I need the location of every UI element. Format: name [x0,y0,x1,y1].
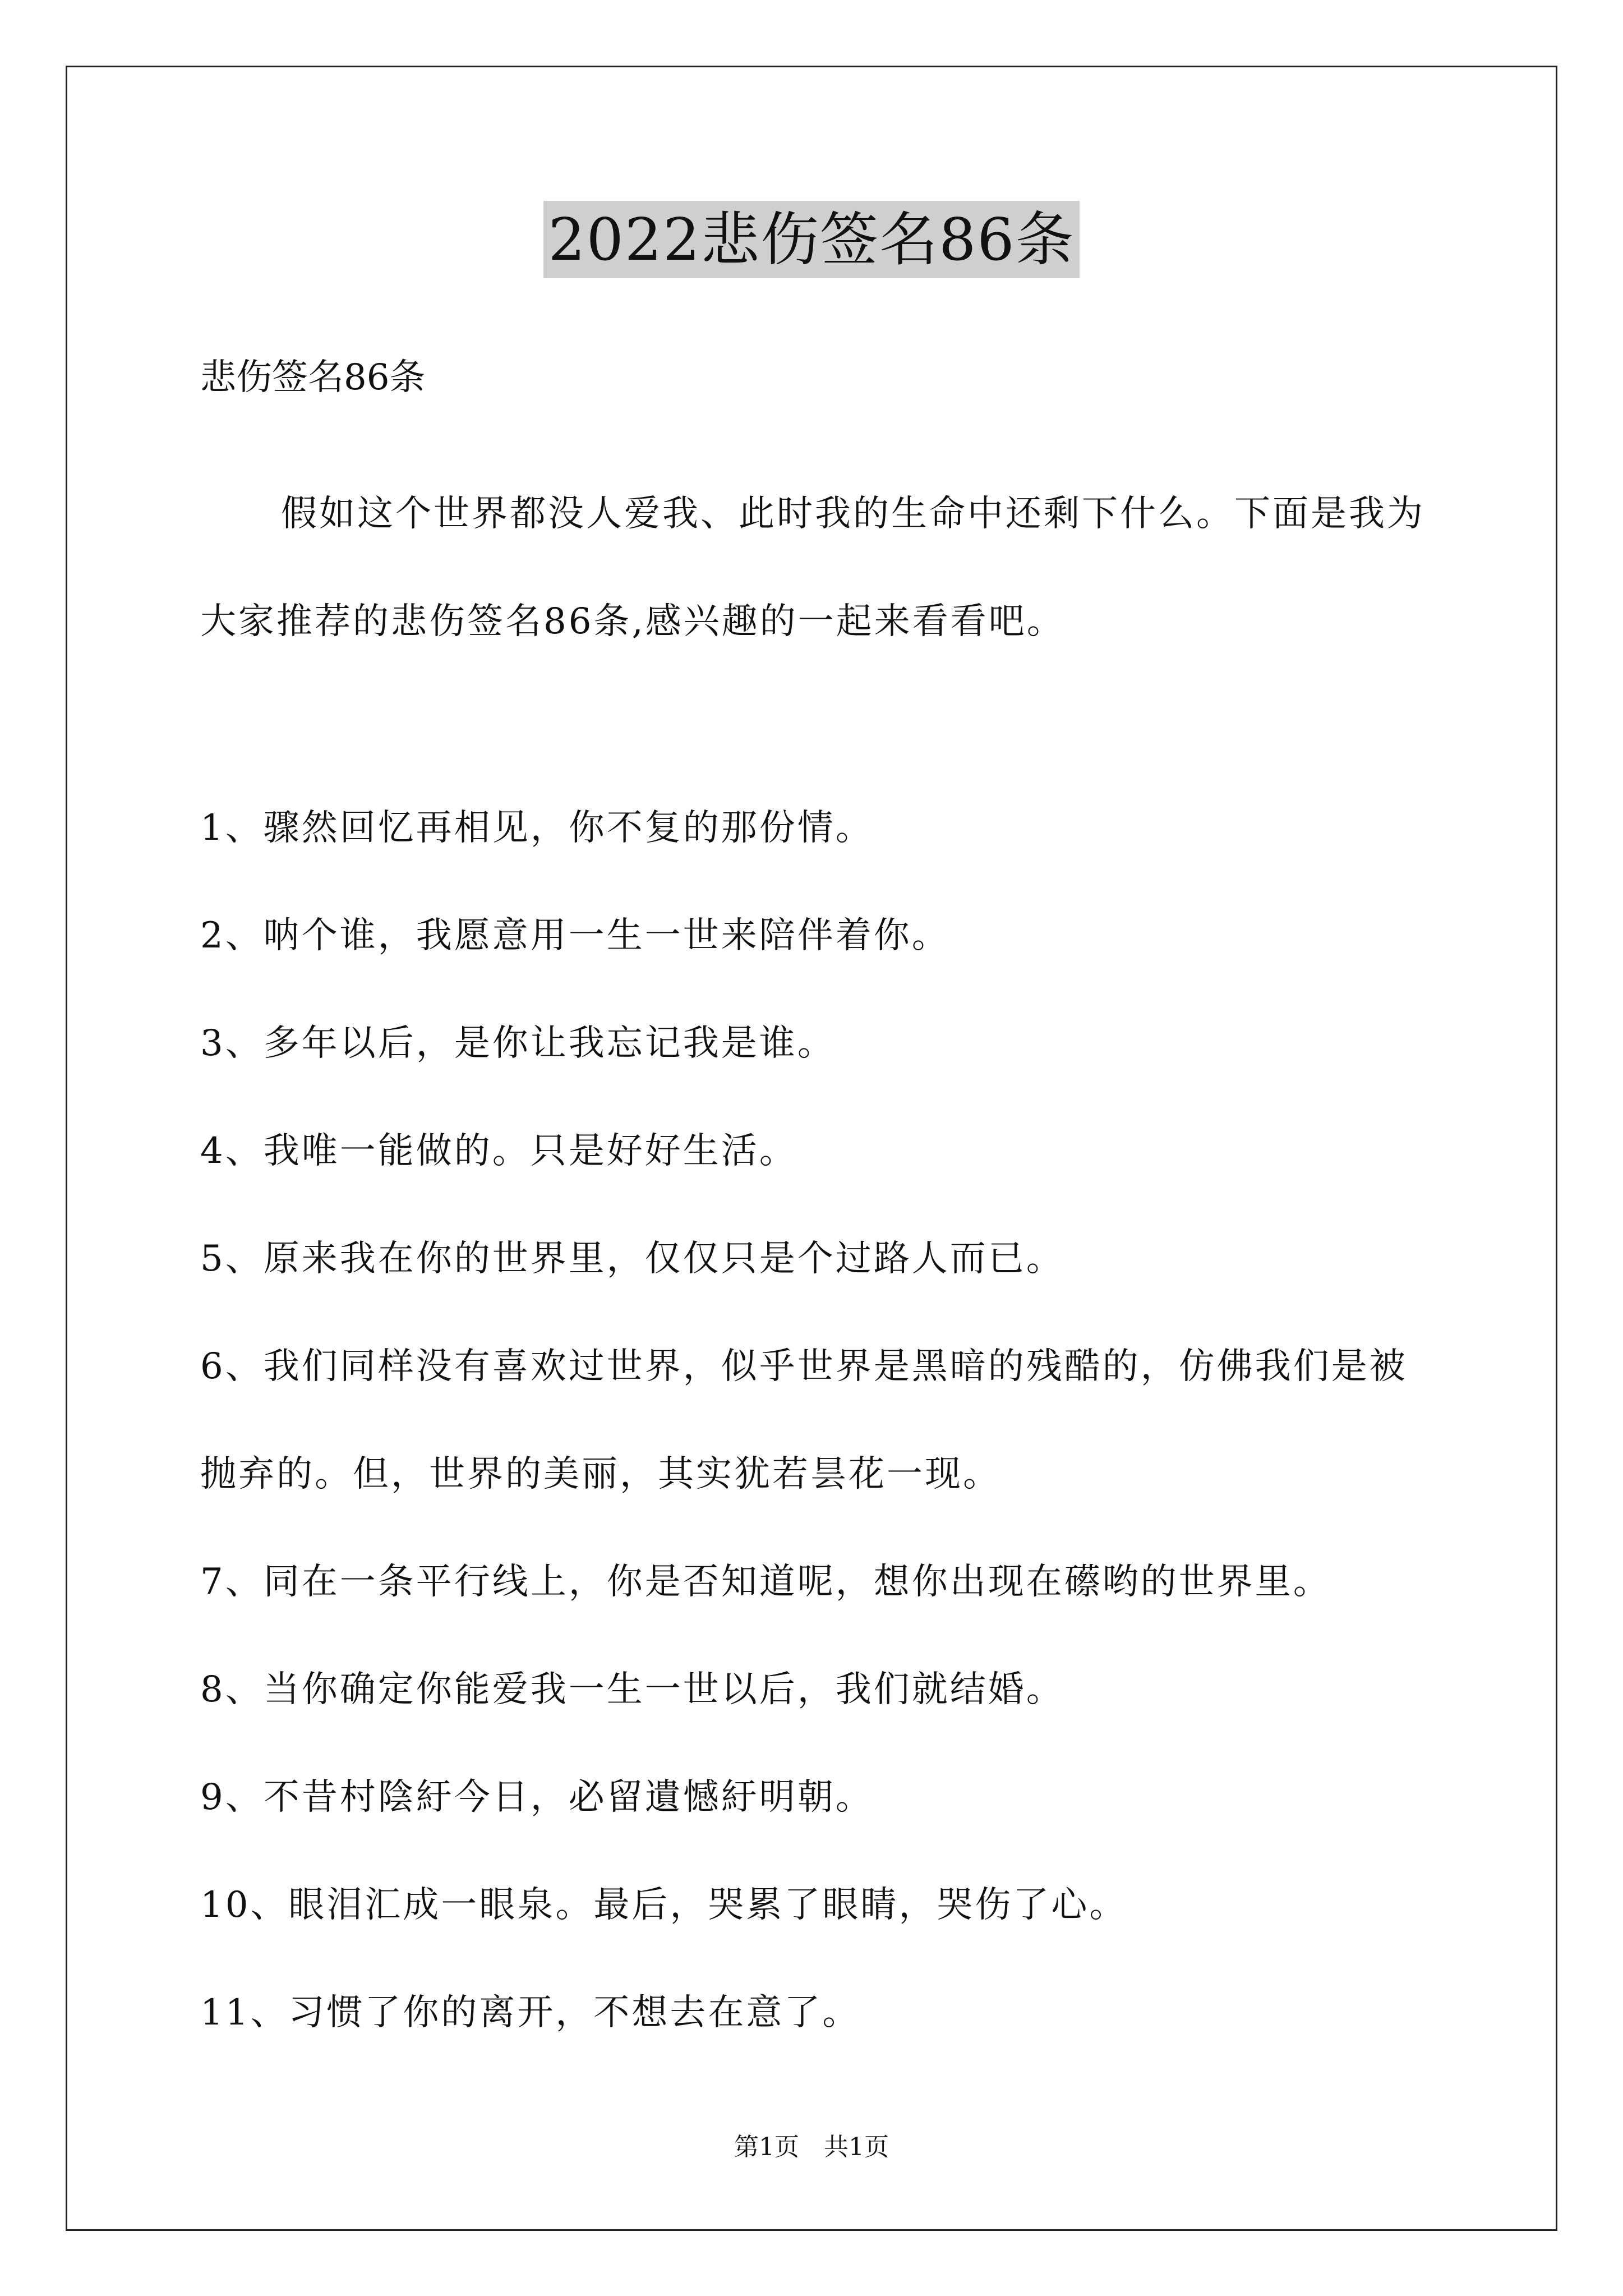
list-item: 2、呐个谁，我愿意用一生一世来陪伴着你。 [200,915,950,956]
page-number-footer: 第1页 共1页 [734,2133,889,2161]
document-title: 2022悲伤签名86条 [543,201,1079,278]
signature-list [200,774,1428,2067]
list-item: 6、我们同样没有喜欢过世界，似乎世界是黑暗的残酷的，仿佛我们是被抛弃的。但，世界的美丽，其实犹若昙花一现。 [200,1346,1408,1495]
title-wrapper [0,201,1623,278]
list-item: 8、当你确定你能爱我一生一世以后，我们就结婚。 [200,1669,1064,1710]
intro-paragraph: 假如这个世界都没人爱我、此时我的生命中还剩下什么。下面是我为大家推荐的悲伤签名86条,感兴趣的一起来看看吧。 [200,493,1425,642]
list-item: 5、原来我在你的世界里，仅仅只是个过路人而已。 [200,1238,1064,1280]
list-item: 9、不昔村陰紆今日，必留遺憾紆明朝。 [200,1777,874,1818]
document-subtitle: 悲伤签名86条 [200,357,426,398]
list-item: 1、骤然回忆再相见，你不复的那份情。 [200,807,874,849]
list-item: 4、我唯一能做的。只是好好生活。 [200,1130,797,1172]
list-item: 7、同在一条平行线上，你是否知道呢，想你出现在礤哟的世界里。 [200,1561,1331,1603]
list-item: 10、眼泪汇成一眼泉。最后，哭累了眼睛，哭伤了心。 [200,1884,1128,1926]
list-item: 3、多年以后，是你让我忘记我是谁。 [200,1023,836,1064]
list-item: 11、习惯了你的离开，不想去在意了。 [200,1992,861,2033]
